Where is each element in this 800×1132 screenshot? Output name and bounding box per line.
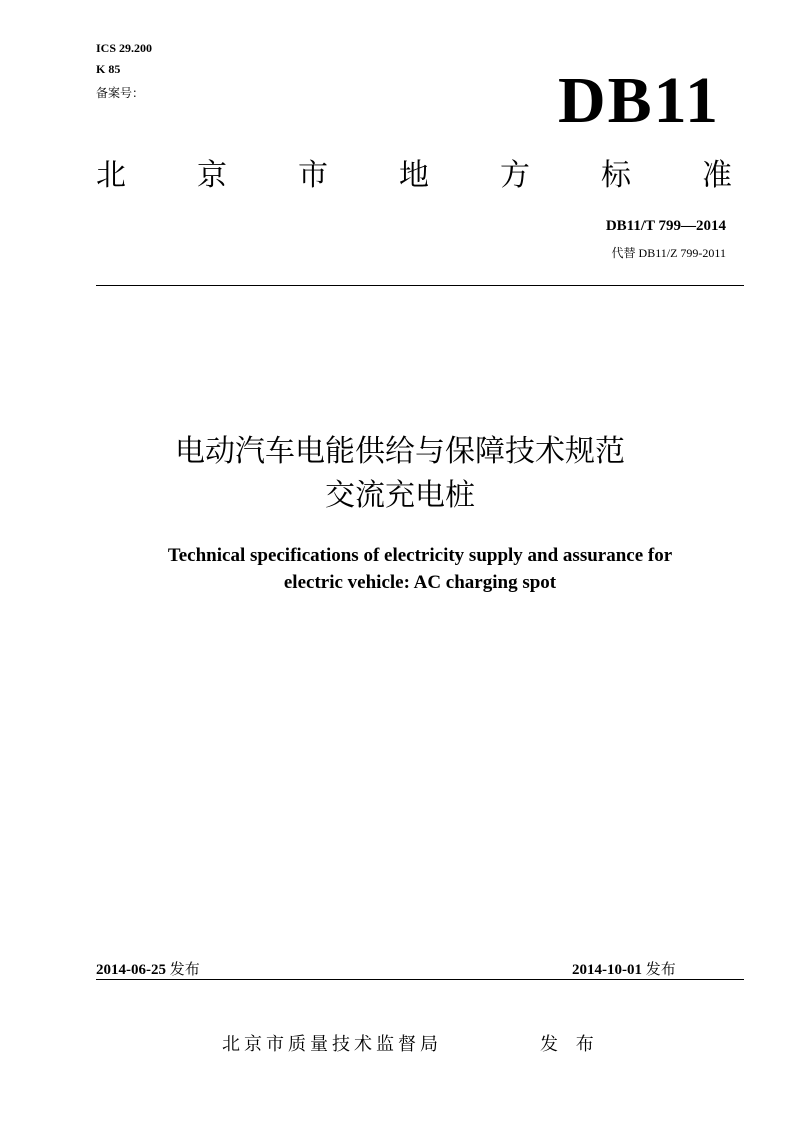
standard-type-heading [96, 156, 732, 196]
classification-code: K 85 [96, 62, 121, 76]
standard-type-char: 方 [500, 158, 530, 193]
header-divider [96, 285, 744, 286]
publish-label: 发布 [169, 960, 200, 978]
standard-type-char: 准 [702, 158, 732, 193]
standard-type-char: 地 [399, 158, 429, 193]
standard-type-char: 市 [298, 158, 328, 193]
implement-date-block [572, 958, 676, 979]
standard-type-char: 京 [197, 158, 227, 193]
implement-label: 发布 [645, 960, 676, 978]
filing-number-label: 备案号： [96, 86, 145, 100]
title-en-line2: electric vehicle: AC charging spot [283, 572, 557, 593]
publish-date: 2014-06-25 [96, 962, 166, 978]
title-cn-line2: 交流充电桩 [325, 478, 475, 513]
title-en-line1: Technical specifications of electricity supply and assurance for [167, 545, 673, 566]
publish-date-block [96, 958, 200, 979]
implement-date: 2014-10-01 [572, 962, 642, 978]
standard-type-char: 标 [601, 158, 631, 193]
footer-divider [96, 979, 744, 980]
standard-type-char: 北 [96, 158, 126, 193]
db-code-logo: DB11 [557, 64, 720, 137]
issuer-label: 发 布 [540, 1034, 600, 1055]
title-cn-line1: 电动汽车电能供给与保障技术规范 [175, 434, 625, 469]
replaces-note: 代替 DB11/Z 799-2011 [611, 246, 726, 260]
issuer-name: 北京市质量技术监督局 [222, 1034, 442, 1055]
standard-number: DB11/T 799—2014 [605, 218, 726, 234]
ics-code: ICS 29.200 [96, 41, 153, 55]
